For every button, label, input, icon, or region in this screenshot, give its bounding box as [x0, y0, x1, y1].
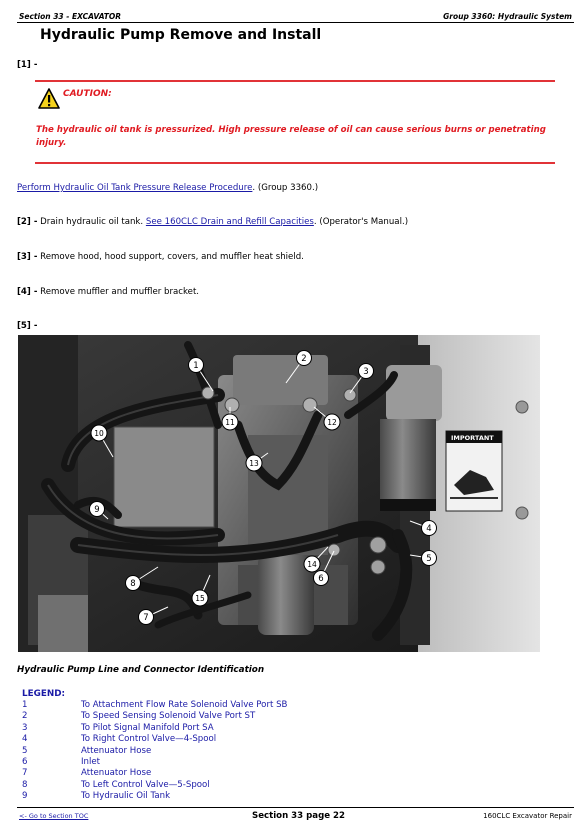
- pump-illustration: [18, 335, 540, 652]
- step-2-number: [2] -: [17, 217, 38, 227]
- manual-title: 160CLC Excavator Repair: [483, 812, 572, 820]
- legend-item-text: To Right Control Valve—4-Spool: [81, 734, 217, 745]
- go-to-section-toc-link[interactable]: <- Go to Section TOC: [19, 812, 89, 820]
- callout-10-label: 10: [94, 429, 104, 438]
- page-number: Section 33 page 22: [252, 811, 346, 821]
- callout-7: [139, 610, 154, 625]
- step-2-text: Drain hydraulic oil tank.: [40, 217, 144, 227]
- legend-item-text: Attenuator Hose: [81, 768, 152, 779]
- sticker-important-label: IMPORTANT: [451, 434, 494, 442]
- callout-6-label: 6: [318, 574, 324, 585]
- legend-item-number: 6: [22, 756, 28, 767]
- step-4-number: [4] -: [17, 287, 38, 297]
- caution-text: The hydraulic oil tank is pressurized. High pressure release of oil can cause serious burns or penetrating injury.: [36, 125, 546, 148]
- callout-11-label: 11: [225, 418, 235, 427]
- callout-12-label: 12: [327, 418, 337, 427]
- legend-item-number: 2: [22, 711, 28, 722]
- callout-2-label: 2: [301, 354, 307, 365]
- callout-5-label: 5: [426, 554, 432, 565]
- callout-8-label: 8: [130, 579, 136, 590]
- step-4: [17, 287, 199, 297]
- page-header-left: Section 33 - EXCAVATOR: [19, 12, 122, 21]
- drain-refill-capacities-link[interactable]: See 160CLC Drain and Refill Capacities: [145, 217, 314, 227]
- callout-5: [422, 551, 437, 566]
- callout-3: [359, 364, 374, 379]
- step-2: [17, 217, 408, 227]
- caution-label: CAUTION:: [63, 89, 112, 99]
- callout-15-label: 15: [195, 594, 205, 603]
- caution-bottom-rule: [35, 162, 555, 164]
- legend-item-text: To Hydraulic Oil Tank: [81, 791, 171, 802]
- page-header-right: Group 3360: Hydraulic System: [443, 12, 572, 21]
- callout-14-label: 14: [307, 560, 317, 569]
- perform-procedure-line: [17, 183, 318, 193]
- callout-1-label: 1: [193, 361, 199, 372]
- callout-2: [297, 351, 312, 366]
- callout-15: [192, 590, 208, 606]
- caution-top-rule: [35, 80, 555, 82]
- legend-item-number: 8: [22, 779, 28, 790]
- callout-13: [246, 455, 262, 471]
- legend-item-number: 7: [22, 768, 28, 779]
- footer-divider: [17, 807, 574, 808]
- step-3: [17, 252, 304, 262]
- callout-4-label: 4: [426, 524, 432, 535]
- callout-9-label: 9: [94, 505, 100, 516]
- callout-8: [126, 576, 141, 591]
- hydraulic-pump-photo: [18, 335, 540, 652]
- legend-item-number: 5: [22, 745, 28, 756]
- step-3-number: [3] -: [17, 252, 38, 262]
- legend-item-number: 3: [22, 722, 28, 733]
- callout-4: [422, 521, 437, 536]
- legend-item-number: 9: [22, 791, 28, 802]
- pressure-release-procedure-link[interactable]: Perform Hydraulic Oil Tank Pressure Release Procedure: [17, 183, 253, 193]
- warning-triangle-icon: [38, 88, 60, 110]
- legend-item-text: To Left Control Valve—5-Spool: [81, 779, 210, 790]
- step-4-text: Remove muffler and muffler bracket.: [40, 287, 200, 297]
- step-3-text: Remove hood, hood support, covers, and muffler heat shield.: [40, 252, 304, 262]
- callout-13-label: 13: [249, 459, 259, 468]
- callout-10: [91, 425, 107, 441]
- legend-item-number: 1: [22, 700, 28, 710]
- header-divider: [17, 22, 574, 23]
- callout-14: [304, 556, 320, 572]
- callout-3-label: 3: [363, 367, 369, 378]
- legend-title: LEGEND:: [22, 689, 66, 699]
- step-2-suffix: . (Operator's Manual.): [313, 217, 409, 227]
- legend-item-text: To Pilot Signal Manifold Port SA: [81, 722, 214, 733]
- perform-suffix: . (Group 3360.): [252, 183, 319, 193]
- callout-12: [324, 414, 340, 430]
- callout-6: [314, 571, 329, 586]
- step-1-number: [1] -: [17, 60, 38, 70]
- legend-item-text: To Speed Sensing Solenoid Valve Port ST: [81, 711, 256, 722]
- step-5-number: [5] -: [17, 321, 38, 331]
- callout-7-label: 7: [143, 613, 149, 624]
- legend-item-text: To Attachment Flow Rate Solenoid Valve Port SB: [81, 700, 288, 710]
- legend-item-text: Inlet: [81, 756, 101, 767]
- caution-box: [35, 80, 555, 164]
- callout-11: [222, 414, 238, 430]
- callout-1: [189, 358, 204, 373]
- figure-caption: Hydraulic Pump Line and Connector Identification: [17, 665, 265, 675]
- page-title: Hydraulic Pump Remove and Install: [40, 27, 322, 43]
- legend-item-number: 4: [22, 734, 28, 745]
- callout-9: [90, 502, 105, 517]
- legend-item-text: Attenuator Hose: [81, 745, 152, 756]
